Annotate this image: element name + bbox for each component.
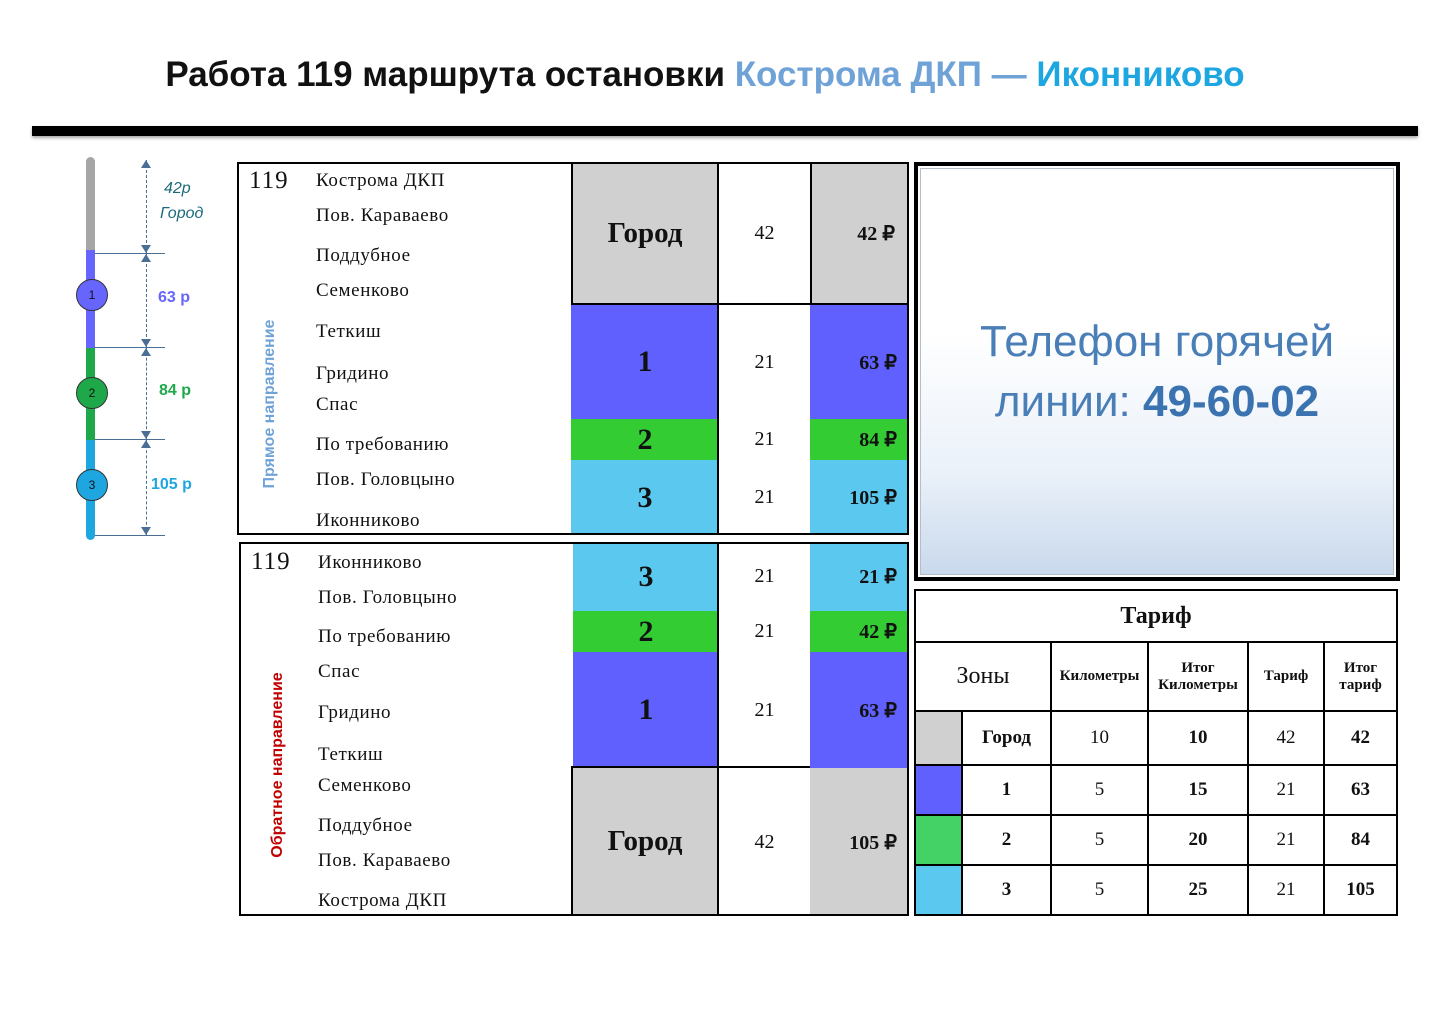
backward-zone-city — [571, 766, 719, 916]
diagram-dimension-line — [146, 160, 147, 253]
backward-stop: Пов. Головцыно — [318, 587, 458, 608]
diagram-zone1-price: 63 р — [158, 289, 191, 306]
tariff-cell-tariff: 21 — [1248, 815, 1324, 865]
tariff-color-swatch — [915, 711, 962, 765]
arrow-up-icon — [141, 254, 151, 262]
tariff-cell-total: 63 — [1324, 765, 1397, 815]
tariff-header-total-tariff-1: Итог — [1343, 659, 1378, 676]
backward-zone-3-label: 3 — [638, 559, 654, 593]
backward-km-3: 21 — [754, 565, 775, 587]
forward-stop: Иконниково — [316, 510, 421, 531]
arrow-down-icon — [141, 339, 151, 347]
backward-zone-city-label: Город — [607, 824, 683, 857]
tariff-cell-zone: Город — [962, 711, 1051, 765]
backward-stop: Пов. Караваево — [318, 850, 451, 871]
backward-stop: Семенково — [318, 775, 412, 796]
tariff-cell-total: 105 — [1324, 865, 1397, 915]
backward-price-1: 63 ₽ — [810, 652, 909, 768]
diagram-tick — [95, 535, 165, 536]
tariff-cell-zone: 1 — [962, 765, 1051, 815]
title-main: Работа 119 маршрута остановки — [165, 55, 735, 94]
tariff-header-total-km-1: Итог — [1181, 659, 1215, 676]
diagram-zone2-number: 2 — [88, 386, 96, 400]
tariff-color-swatch — [915, 865, 962, 915]
forward-bottom-border — [237, 533, 909, 535]
backward-stop: Спас — [318, 661, 361, 682]
backward-zone-2-label: 2 — [638, 614, 654, 648]
hotline-line1: Телефон горячей — [979, 316, 1335, 366]
arrow-up-icon — [141, 440, 151, 448]
backward-zone-3 — [573, 542, 719, 611]
forward-zone-3 — [571, 460, 719, 535]
forward-price-3: 105 ₽ — [810, 460, 909, 535]
page-title — [0, 55, 1410, 95]
diagram-dimension-line — [146, 254, 147, 347]
title-destination: Иконниково — [1036, 55, 1245, 94]
backward-price-city: 105 ₽ — [810, 768, 909, 916]
diagram-dimension-line — [146, 440, 147, 535]
table-row — [915, 865, 1397, 915]
arrow-down-icon — [141, 527, 151, 535]
forward-price-city: 42 ₽ — [810, 162, 909, 305]
tariff-header-total-tariff-2: тариф — [1339, 676, 1382, 693]
table-row — [915, 815, 1397, 865]
tariff-cell-km: 5 — [1051, 815, 1148, 865]
tariff-cell-tariff: 42 — [1248, 711, 1324, 765]
backward-stop: По требованию — [318, 626, 452, 647]
forward-stop: По требованию — [316, 434, 450, 455]
backward-zone-1-label: 1 — [638, 693, 654, 726]
forward-stop: Поддубное — [316, 245, 411, 266]
tariff-cell-total: 42 — [1324, 711, 1397, 765]
hotline-box — [914, 162, 1400, 581]
forward-stop: Спас — [316, 394, 359, 415]
forward-price-2: 84 ₽ — [810, 419, 909, 460]
arrow-up-icon — [141, 160, 151, 168]
arrow-down-icon — [141, 431, 151, 439]
diagram-city-label: Город — [160, 205, 204, 222]
backward-zone-2 — [573, 611, 719, 652]
diagram-zone3-number: 3 — [88, 478, 96, 492]
tariff-cell-tariff: 21 — [1248, 765, 1324, 815]
tariff-title: Тариф — [915, 590, 1397, 642]
backward-bottom-border — [239, 914, 909, 916]
forward-stop: Теткиш — [316, 321, 382, 342]
diagram-zone2-price: 84 р — [159, 382, 192, 399]
tariff-cell-total-km: 15 — [1148, 765, 1248, 815]
tariff-cell-zone: 2 — [962, 815, 1051, 865]
diagram-zone2-marker — [76, 377, 108, 409]
hotline-number: 49-60-02 — [1143, 376, 1320, 426]
forward-zone-city — [571, 162, 719, 305]
hotline-line2 — [995, 372, 1319, 432]
tariff-header-total-tariff — [1324, 642, 1397, 711]
forward-zone-city-label: Город — [607, 217, 683, 249]
forward-stop: Гридино — [316, 363, 390, 384]
tariff-cell-total-km: 20 — [1148, 815, 1248, 865]
backward-price-2: 42 ₽ — [810, 611, 909, 652]
tariff-color-swatch — [915, 815, 962, 865]
title-divider — [32, 126, 1418, 136]
backward-km-2: 21 — [754, 620, 775, 642]
diagram-zone1-marker — [76, 279, 108, 311]
forward-km-1: 21 — [754, 350, 775, 373]
tariff-table — [914, 589, 1398, 916]
diagram-segment-city — [86, 157, 95, 253]
tariff-cell-total-km: 10 — [1148, 711, 1248, 765]
backward-price-3: 21 ₽ — [810, 542, 909, 611]
forward-stop: Пов. Караваево — [316, 205, 449, 226]
arrow-up-icon — [141, 348, 151, 356]
backward-stop: Иконниково — [318, 552, 423, 573]
tariff-cell-km: 10 — [1051, 711, 1148, 765]
forward-zone-3-label: 3 — [637, 480, 653, 514]
backward-zone-1 — [573, 652, 719, 768]
tariff-header-km: Километры — [1051, 642, 1148, 711]
forward-route-number: 119 — [249, 167, 289, 194]
table-row — [915, 765, 1397, 815]
title-origin: Кострома ДКП — [734, 55, 982, 94]
diagram-zone3-price: 105 р — [151, 476, 192, 493]
title-dash: — — [981, 55, 1037, 94]
backward-stop: Кострома ДКП — [318, 890, 447, 911]
tariff-header-total-km — [1148, 642, 1248, 711]
forward-right-border — [907, 305, 909, 535]
forward-stop: Кострома ДКП — [316, 170, 445, 191]
tariff-cell-km: 5 — [1051, 865, 1148, 915]
tariff-header-total-km-2: Километры — [1158, 676, 1238, 693]
backward-stop: Гридино — [318, 702, 392, 723]
diagram-tick — [95, 253, 165, 254]
backward-top-border — [573, 542, 909, 544]
backward-right-border — [907, 542, 909, 916]
forward-direction-label: Прямое направление — [261, 319, 278, 489]
diagram-tick — [95, 439, 165, 440]
forward-zone-2 — [571, 419, 719, 460]
forward-zone-2-label: 2 — [637, 422, 653, 456]
diagram-zone3-marker — [76, 469, 108, 501]
forward-km-3: 21 — [754, 486, 775, 508]
hotline-prefix: линии: — [994, 376, 1143, 426]
tariff-cell-tariff: 21 — [1248, 865, 1324, 915]
forward-stop: Пов. Головцыно — [316, 469, 456, 490]
table-row — [915, 711, 1397, 765]
diagram-zone1-number: 1 — [88, 288, 96, 302]
tariff-header-zones: Зоны — [915, 642, 1051, 711]
backward-km-1: 21 — [754, 698, 775, 721]
diagram-dimension-line — [146, 348, 147, 439]
tariff-cell-zone: 3 — [962, 865, 1051, 915]
forward-km-2: 21 — [754, 428, 775, 450]
backward-direction-label: Обратное направление — [269, 672, 286, 858]
tariff-color-swatch — [915, 765, 962, 815]
arrow-down-icon — [141, 245, 151, 253]
tariff-header-tariff: Тариф — [1248, 642, 1324, 711]
forward-zone-1-label: 1 — [637, 345, 653, 378]
backward-km-city: 42 — [754, 830, 775, 853]
hotline-panel — [920, 168, 1394, 575]
backward-stop: Поддубное — [318, 815, 413, 836]
diagram-tick — [95, 347, 165, 348]
backward-stop: Теткиш — [318, 744, 384, 765]
backward-route-number: 119 — [251, 548, 291, 575]
forward-km-city: 42 — [754, 222, 775, 244]
tariff-cell-total: 84 — [1324, 815, 1397, 865]
diagram-city-price: 42р — [164, 180, 191, 197]
forward-price-1: 63 ₽ — [810, 305, 909, 419]
forward-stop: Семенково — [316, 280, 410, 301]
forward-zone-1 — [571, 305, 719, 419]
tariff-cell-total-km: 25 — [1148, 865, 1248, 915]
tariff-cell-km: 5 — [1051, 765, 1148, 815]
